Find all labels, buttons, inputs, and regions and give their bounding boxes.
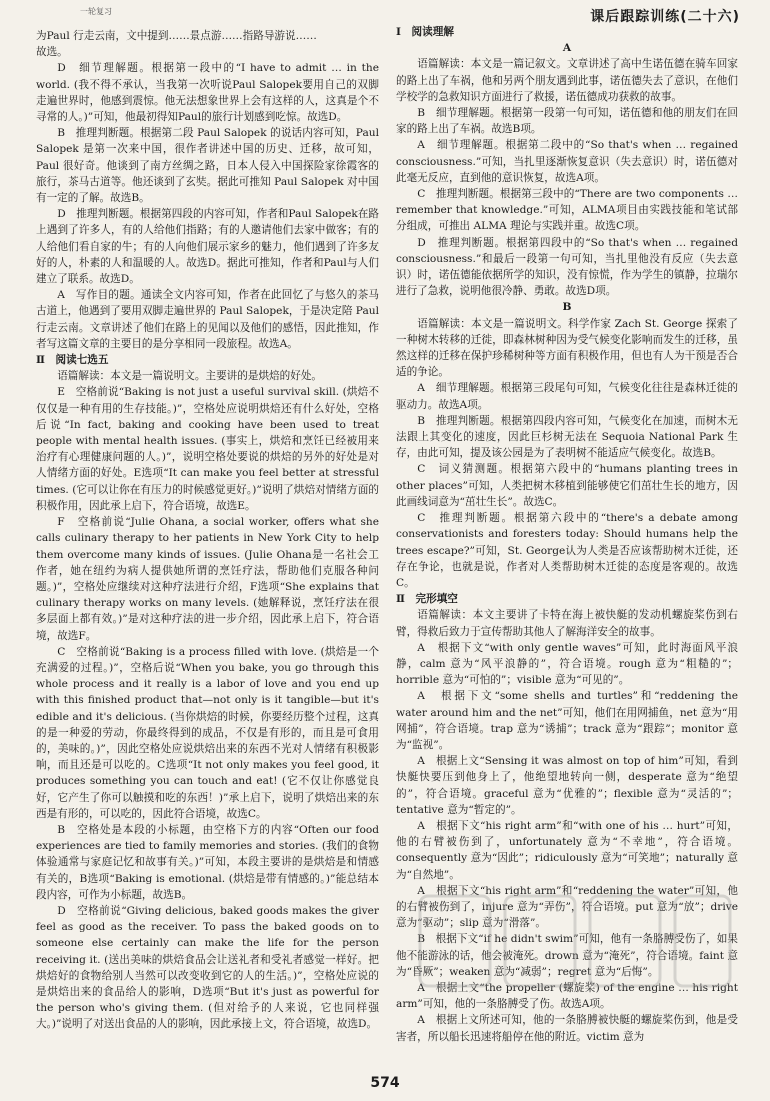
right-para: B 根据下文“if he didn't swim”可知，他有一条胳膊受伤了，如果他不能游泳的话，他会被淹死。drown 意为“淹死”，符合语境。faint 意为“昏厥”；weaken 意为“减弱”；regret 意为“后悔”。 — [396, 933, 738, 978]
section-heading: Ⅱ 完形填空 — [396, 593, 458, 606]
left-column — [36, 28, 379, 1061]
right-para: A 根据下文“his right arm”和“reddening the water”可知，他的右臂被伤到了，injure 意为“弄伤”，符合语境。put 意为“放”；drive 意为“驱动”；slip 意为“滑落”。 — [396, 884, 738, 930]
left-para: D 推理判断题。根据第四段的内容可知，作者和Paul Salopek在路上遇到了许多人，有的人给他们指路；有的人邀请他们去家中做客；有的人给他们看自家的牛；有的人向他们展示家乡的魅力，他们遇到了许多友好的人，朴素的人和温暖的人。故选D。据此可推知，作者和Paul与人们建立了联系。故选D。 — [36, 208, 379, 286]
section-heading: Ⅰ 阅读理解 — [396, 26, 454, 38]
right-para: C 推理判断题。根据第六段中的“there's a debate among conservationists and foresters today: Should humans help the trees escape?”可知，St. George认为人类是否应该帮助树木迁徙，还存在争论，也就是说，作者对人类帮助树木迁徙的态度是客观的。故选C。 — [396, 512, 738, 589]
passage-label: A — [562, 42, 572, 55]
left-para: 为Paul 行走云南，文中提到……景点游……指路导游说…… — [36, 30, 317, 42]
right-para: A 根据下文“his right arm”和“with one of his … hurt”可知，他的右臂被伤到了，unfortunately 意为“不幸地”，符合语境。consequently 意为“因此”；ridiculously 意为“可笑地”；naturally 意为“自然地”。 — [396, 819, 738, 881]
right-para: A 根据上文所述可知，他的一条胳膊被快艇的螺旋桨伤到，他是受害者，所以船长迅速将船停在他的附近。victim 意为 — [396, 1014, 738, 1043]
right-para: B 细节理解题。根据第一段第一句可知，诺伍德和他的朋友们在回家的路上出了车祸。故选B项。 — [396, 107, 738, 136]
right-para: A 根据上文“the propeller (螺旋桨) of the engine … his right arm”可知，他的一条胳膊受了伤。故选A项。 — [396, 981, 738, 1011]
left-para: B 推理判断题。根据第二段 Paul Salopek 的说话内容可知，Paul Salopek 是第一次来中国，很作者讲述中国的历史、迁移，故可知，Paul 很好奇。他谈到了南方丝绸之路，日本人侵入中国探险家徐霞客的旅行，茶马古道等。他还谈到了玄奘。据此可推知 Paul Salopek 对中国有一定的了解。故选B。 — [36, 127, 379, 205]
right-para: C 推理判断题。根据第三段中的“There are two components … remember that knowledge.”可知，ALMA项目由实践技能和笔试部分组成，可推出 ALMA 理论与实践并重。故选C项。 — [396, 188, 738, 233]
left-para: B 空格处是本段的小标题，由空格下方的内容“Often our food experiences are tied to family memories and stories. (我们的食物体验通常与家庭记忆和故事有关。)”可知，本段主要讲的是烘焙是和情感有关的，B选项“Baking is emotional. (烘焙是带有情感的。)”能总结本段内容，可作为小标题，故选B。 — [36, 823, 379, 901]
passage-label: B — [562, 301, 572, 314]
left-para: D 空格前说“Giving delicious, baked goods makes the giver feel as good as the receiver. To pass the baked goods on to someone else certainly can make the life for the person receiving it. (送出美味的烘焙食品会让送礼者和受礼者感觉一样好。把烘焙好的食物给别人当然可以改变收到它的人的生活。)”，空格处应说的是烘焙出来的食品给人的影响，D选项“But it's just as powerful for the person who's giving them. (但对给予的人来说，它也同样强大。)”说明了对送出食品的人的影响，因此承接上文，符合语境，故选D。 — [36, 904, 379, 1031]
page-header-title: 课后跟踪训练(二十六) — [590, 9, 740, 25]
passage-summary: 语篇解读：本文是一篇说明文。主要讲的是烘焙的好处。 — [57, 370, 323, 383]
right-para: C 词义猜测题。根据第六段中的“humans planting trees in other places”可知，人类把树木移植到能够使它们茁壮生长的地方，因此画线词意为“茁壮生长”。故选C。 — [396, 463, 738, 508]
left-para: F 空格前说“Julie Ohana, a social worker, offers what she calls culinary therapy to her patients in New York City to help them overcome many kinds of issues. (Julie Ohana是一名社会工作者，她在纽约为病人提供她所谓的烹饪疗法，帮助他们克服各种问题。)”，空格处应继续对这种疗法进行介绍，F选项“She explains that culinary therapy works on many levels. (她解释说，烹饪疗法在很多层面上都有效。)”是对这种疗法的进一步介绍，因此承上启下，符合语境，故选F。 — [36, 516, 379, 642]
left-para: 故选。 — [36, 46, 68, 59]
passage-summary: 语篇解读：本文是一篇说明文。科学作家 Zach St. George 探索了一种树木转移的迁徙，即森林树种因为受气候变化影响而发生的迁移，虽然这样的迁移在保护珍稀树种等方面有积极作用，但也有人为干预是否合适的争论。 — [396, 317, 738, 379]
left-para: A 写作目的题。通读全文内容可知，作者在此回忆了与悠久的茶马古道上，他遇到了要用双脚走遍世界的 Paul Salopek，于是决定陪 Paul 行走云南。文章讲述了他们在路上的见闻以及他们的感悟，因此推知，作者写这篇文章的主要目的是分享相同一段旅程。故选A。 — [36, 289, 379, 350]
section-heading: Ⅱ 阅读七选五 — [36, 354, 109, 367]
passage-summary: 语篇解读：本文是一篇记叙文。文章讲述了高中生诺伍德在骑车回家的路上出了车祸，他和另两个朋友遇到此事，诺伍德失去了意识，在他们学校学的急救知识方面进行了救援，诺伍德成功获救的故事。 — [396, 58, 738, 103]
right-para: D 推理判断题。根据第四段中的“So that's when … regained consciousness.”和最后一段第一句可知，当扎里他没有反应（失去意识）时，诺伍德能依据所学的知识，没有惊慌，作为学生的镇静，拉瑞尔进行了急救，说明他很冷静、勇敢。故选D项。 — [396, 236, 738, 298]
right-para: A 根据下文“with only gentle waves”可知，此时海面风平浪静，calm 意为“风平浪静的”，符合语境。rough 意为“粗糙的”；horrible 意为“可怕的”；visible 意为“可见的”。 — [396, 641, 738, 687]
left-para: E 空格前说“Baking is not just a useful survival skill. (烘焙不仅仅是一种有用的生存技能。)”，空格处应说明烘焙还有什么好处，空格后说“In fact, baking and cooking have been used to treat people with mental health issues. (事实上，烘焙和烹饪已经被用来治疗有心理健康问题的人。)”，说明空格处要说的烘焙的另外的好处是对人情绪方面的好处。E选项“It can make you feel better at stressful times. (它可以让你在有压力的时候感觉更好。)”说明了烘焙对情绪方面的积极作用，因此承上启下，符合语境，故选E。 — [36, 386, 379, 512]
page-number: 574 — [370, 1075, 400, 1091]
right-para: A 细节理解题。根据第二段中的“So that's when … regained consciousness.”可知，当扎里逐渐恢复意识（失去意识）时，诺伍德对此毫无反应，直到他的意识恢复，故选A项。 — [396, 139, 738, 184]
right-para: A 根据下文“some shells and turtles”和“reddening the water around him and the net”可知，他们在用网捕鱼，net 意为“用网捕”，符合语境。trap 意为“诱捕”；track 意为“跟踪”；monitor 意为“监视”。 — [396, 690, 738, 751]
left-para: D 细节理解题。根据第一段中的“I have to admit … in the world. (我不得不承认，当我第一次听说Paul Salopek要用自己的双脚走遍世界时，他感到震惊。他无法想象世界上会有这样的人，这真是个不寻常的人。)”可知，他最初得知Paul的旅行计划感到吃惊。故选D。 — [36, 62, 379, 124]
top-mark: 一轮复习 — [80, 7, 112, 16]
right-para: A 细节理解题。根据第三段尾句可知，气候变化往往是森林迁徙的驱动力。故选A项。 — [396, 382, 738, 411]
left-para: C 空格前说“Baking is a process filled with love. (烘焙是一个充满爱的过程。)”，空格后说“When you bake, you go through this whole process and it really is a labor of love and you end up with this finished product that—not only is it tangible—but it's edible and it's delicious. (当你烘焙的时候，你要经历整个过程，这真的是一种爱的劳动，你最终得到的成品，不仅是有形的，而且是可食用的，美味的。)”，因此空格处应说烘焙出来的东西不光对人情绪有积极影响，而且还是可以吃的。C选项“It not only makes you feel good, it produces something you can touch and eat! (它不仅让你感觉良好，它产生了你可以触摸和吃的东西！)”承上启下，说明了烘焙出来的东西是有形的，可以吃的，因此符合语境，故选C。 — [36, 645, 379, 820]
passage-summary: 语篇解读：本文主要讲了卡特在海上被快艇的发动机螺旋桨伤到右臂，得救后致力于宣传帮助其他人了解海洋安全的故事。 — [396, 609, 738, 638]
right-column — [396, 24, 738, 1061]
right-para: A 根据上文“Sensing it was almost on top of him”可知，看到快艇快要压到他身上了，他绝望地转向一侧，desperate 意为“绝望的”，符合语境。graceful 意为“优雅的”；flexible 意为“灵活的”；tentative 意为“暂定的”。 — [396, 755, 738, 816]
right-para: B 推理判断题。根据第四段内容可知，气候变化在加速，而树木无法跟上其变化的速度，因此巨杉树无法在 Sequoia National Park 生存，由此可知，提及该公园是为了表明树不能适应气候变化。故选B。 — [396, 414, 738, 460]
